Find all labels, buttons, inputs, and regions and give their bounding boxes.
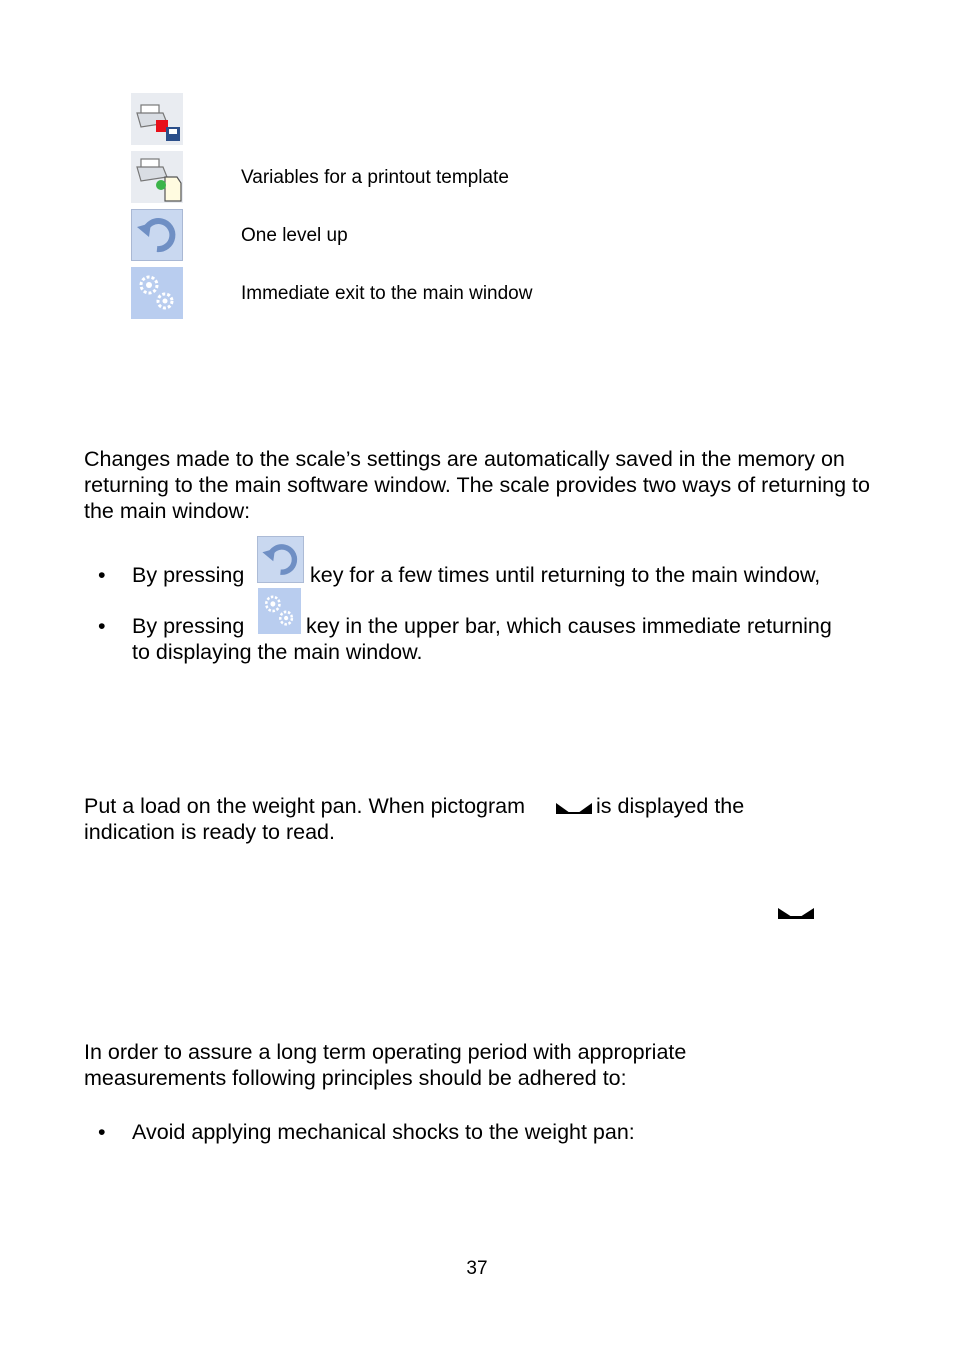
weighing-line1-prefix: Put a load on the weight pan. When pictogram xyxy=(84,794,526,818)
maintenance-line1: In order to assure a long term operating period with appropriate xyxy=(84,1040,687,1064)
bullet2-suffix: key in the upper bar, which causes immediate returning xyxy=(306,614,832,638)
settings-saving-paragraph: Changes made to the scale’s settings are automatically saved in the memory on returning to the main software window. The scale provides two ways of returning to the main window: xyxy=(84,447,870,523)
printer-save-icon[interactable] xyxy=(131,93,183,145)
one-level-up-icon[interactable] xyxy=(257,536,304,583)
stability-pictogram-icon xyxy=(778,906,814,919)
legend-label-exit: Immediate exit to the main window xyxy=(241,283,533,304)
bullet2-prefix: By pressing xyxy=(132,614,245,638)
bullet-dot: • xyxy=(98,563,106,587)
page-number: 37 xyxy=(466,1258,488,1279)
one-level-up-icon[interactable] xyxy=(131,209,183,261)
legend-label-one-level-up: One level up xyxy=(241,225,348,246)
exit-main-window-icon[interactable] xyxy=(258,588,301,634)
maintenance-line2: measurements following principles should be adhered to: xyxy=(84,1066,627,1090)
maintenance-bullet1: Avoid applying mechanical shocks to the weight pan: xyxy=(132,1120,635,1144)
printer-variables-icon[interactable] xyxy=(131,151,183,203)
bullet-dot: • xyxy=(98,1120,106,1144)
weighing-line2: indication is ready to read. xyxy=(84,820,335,844)
bullet2-line2: to displaying the main window. xyxy=(132,640,423,664)
bullet-dot: • xyxy=(98,614,106,638)
bullet1-suffix: key for a few times until returning to the main window, xyxy=(310,563,821,587)
legend-label-variables: Variables for a printout template xyxy=(241,167,509,188)
stability-pictogram-icon xyxy=(556,801,592,815)
weighing-line1-suffix: is displayed the xyxy=(596,794,745,818)
exit-main-window-icon[interactable] xyxy=(131,267,183,319)
bullet1-prefix: By pressing xyxy=(132,563,245,587)
